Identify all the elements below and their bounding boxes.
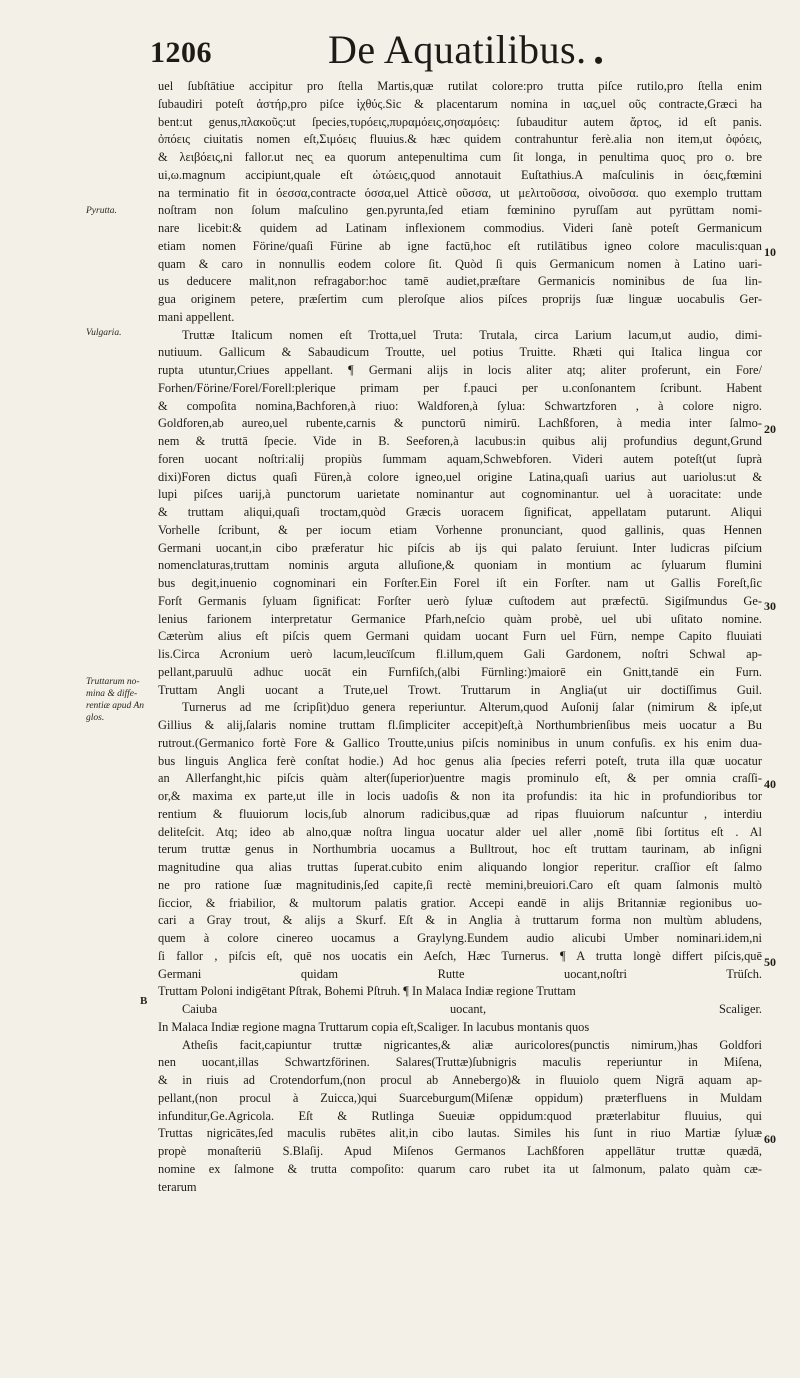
text-line: us deducere malit,non refragabor:hoc tamē audiet,præſtare Germanicis nominibus de ſua lin- — [158, 274, 762, 289]
text-line: uel ſubſtātiue accipitur pro ſtella Martis,quæ rutilat colore:pro trutta piſce rutilo,pro ſtella enim — [158, 79, 762, 93]
text-line: bus degit,inuenio cognominari ein Forſter.Ein Forel iſt ein Forſter. nam ut Gallis Foreſt,ſic — [158, 576, 762, 590]
text-line: nem & truttā ſpecie. Vide in B. Seeforen,à lacubus:in quibus alij profundius degunt,Grund — [158, 434, 762, 448]
text-line: quem à colore cinereo uocamus a Graylyng.Eundem audio alicubi Umber nominari.idem,ni — [158, 931, 762, 945]
text-line: noſtram non ſolum maſculino gen.pyrunta,ſed etiam fœminino pyruſſam aut pyrūttam nomi- — [158, 203, 762, 218]
text-line: infunditur,Ge.Agricola. Eſt & Rutlinga Sueuiæ oppidum:quod præterlabitur fluuius, qui — [158, 1108, 762, 1123]
text-line: ſi fallor , piſcis eſt, quē nos uocatis ein Aeſch, Hæc Turnerus. ¶ A trutta longè differt piſcis,quē — [158, 948, 762, 963]
text-line: ne pro ratione ſuæ magnitudinis,ſed capite,ſi rectè memini,breuiori.Caro eſt quam ſalmonis multò — [158, 877, 762, 892]
line-number-30: 30 — [764, 599, 776, 613]
text-line: foren uocant noſtri:alij propiùs ſummam aquam,Schwebforen. Videri autem poteſt(ut ſuprà — [158, 451, 762, 466]
text-line: ſiccior, & friabilior, & multorum palatis gratior. Accepi eandē in alijs Britanniæ regionibus uo- — [158, 895, 762, 910]
text-line: nare licebit:& quidem ad Latinam inflexionem commodius. Videri ſanè poteſt Germanicum — [158, 221, 762, 235]
margin-note-truttarum-nomina: Truttarum no-mina & diffe-rentiæ apud An glos. — [86, 677, 145, 723]
margin-note-vulgaria: Vulgaria. — [86, 328, 122, 338]
text-line: na terminatio fit in όεσσα,contracte όσσα,uel Atticè οῦσσα, ut μελιτοῦσσα, οἰνοῦσσα. quo exemplo truttam — [158, 185, 762, 200]
text-line: Gillius & alij,ſalaris nomine truttam fl.ſimpliciter accepit)eſt,à Northumbrienſibus meis uocatur a Bu — [158, 718, 762, 732]
text-line: Goldforen,ab aureo,uel rubente,carnis & punctorū nimirū. Lachßforen, à media inter ſalmo- — [158, 416, 762, 431]
text-line: lenius farionem interpretatur Germanice Pfarh,neſcio quàm probè, uel ubi uſitato nomine. — [158, 611, 762, 626]
text-line: Germani uocant,in cibo præferatur hic piſcis ab ijs qui palato ſeruiunt. Inter ludicras piſcium — [158, 540, 762, 555]
body-text — [158, 78, 762, 1214]
text-line: & truttam aliqui,quaſi troctam,quòd Græcis uoracem ſignificat, appellatam putarunt. Aliqui — [158, 505, 762, 519]
text-line: Vorhelle ſcribunt, & per iocum etiam Vorhenne pronunciant, quod gallinis, quas Hennen — [158, 522, 762, 537]
text-line: bent:ut genus,πλακοῦς:ut ſpecies,τυρόεις,πυραμόεις,σησαμόεις: ſubauditur autem ἄρτος, id eſt panis. — [158, 114, 762, 129]
text-line: Atheſis facit,capiuntur truttæ nigricantes,& aliæ auricolores(punctis nimirum,)has Goldfori — [182, 1037, 762, 1052]
text-line: rutrout.(Germanico fortè Fore & Gallico Troutte,unius piſcis nominibus in unum confuſis. ex his enim dua- — [158, 735, 762, 750]
text-line: & in riuis ad Crotendorfum,(non procul ab Annebergo)& in fluuiolo quem Nigrā aquam ap- — [158, 1073, 762, 1087]
text-line: nutiuum. Gallicum & Sabaudicum Troutte, uel potius Truitte. Rhæti qui Italica lingua cor — [158, 345, 762, 360]
text-line: terum truttæ genus in Northumbria uocamus a Bulltrout, hoc eſt truttam taurinam, ab inſigni — [158, 842, 762, 857]
text-line: lupi piſces uarij,à punctorum uarietate nominantur aut cognominantur. uel à uoracitate: unde — [158, 487, 762, 502]
text-line: rupta utuntur,Criues appellant. ¶ Germani alijs in locis aliter atq; aliter proferunt, ein Fore/ — [158, 363, 762, 377]
text-line: Germani quidam Rutte uocant,noſtri Trüſch. — [158, 966, 762, 981]
text-line: ſubaudiri poteſt ἀστήρ,pro piſce ἰχθύς.Sic & placentarum nomina in ιας,uel οῦς contracte,Græci ha — [158, 96, 762, 111]
text-line: ὀπόεις ciuitatis nomen eſt,Σιμόεις fluuius.& hæc quidem contrahuntur ferè.alia non item,ut ὀφόεις, — [158, 132, 762, 147]
text-line: pellant,(non procul à Zuicca,)qui Suarceburgum(Miſenæ oppidum) præterfluens in Muldam — [158, 1090, 762, 1105]
text-line: etiam nomen Förine/quaſi Fürine ab igne factū,hoc eſt rutilātibus igneo colore maculis:quan — [158, 238, 762, 253]
running-title: De Aquatilibus. — [328, 27, 587, 72]
text-line: cari a Gray trout, & alijs a Skurf. Eſt & in Anglia à truttarum forma non multùm abludens, — [158, 913, 762, 928]
line-number-10: 10 — [764, 245, 776, 259]
text-line — [158, 1196, 762, 1214]
text-line: quam & caro in nonnullis eodem colore ſit. Quòd ſi quis Germanicum nomen à Latino uari- — [158, 256, 762, 271]
text-line: nomine ex ſalmone & trutta compoſito: quarum caro rubet ita ut ſalmonum, palato quàm cæ- — [158, 1161, 762, 1176]
text-line: Forſt Germanis ſyluam ſignificat: Forſter uerò ſyluæ cuſtodem aut præfectū. Sigiſmundus Ge- — [158, 593, 762, 608]
line-number-20: 20 — [764, 422, 776, 436]
text-line: Turnerus ad me ſcripſit)duo genera reperiuntur. Alterum,quod Auſonij ſalar (nimirum & ipſe,ut — [182, 700, 762, 715]
text-line: Caiuba uocant, Scaliger. — [182, 1002, 762, 1016]
text-line: magnitudine qua alias truttas ſuperat.cubito enim aliquando longior reperitur. craſſior eſt ſalmo — [158, 860, 762, 874]
text-line: lis.Circa Acronium uerò lacum,leucïſcum fl.illum,quem Gali Gardonem, noſtri Schwal ap- — [158, 647, 762, 661]
text-line: In Malaca Indiæ regione magna Truttarum copia eſt,Scaliger. In lacubus montanis quos — [158, 1019, 590, 1034]
text-line: deliteſcit. Atq; ideo ab alno,quæ noſtra lingua uocatur alder uel aller ,nomē ſibi ſortitus eſt . Al — [158, 824, 762, 839]
line-number-60: 60 — [764, 1132, 776, 1146]
text-line: dixi)Foren dictus quaſi Füren,à colore igneo,uel origine Latina,quaſi uarius aut uariolus:ut & — [158, 469, 762, 484]
text-line: Truttæ Italicum nomen eſt Trotta,uel Truta: Trutala, circa Larium lacum,ut audio, dimi- — [182, 327, 762, 342]
text-line: bus linguis Anglica ferè conſtat hodie.) Ad hoc genus alia ſpecies referri poteſt, truta illa quæ uocatur — [158, 753, 762, 768]
margin-note-pyrutta: Pyrutta. — [86, 206, 117, 216]
text-line: an Allerfanght,hic piſcis quàm alter(ſuperior)uentre magis prominulo eſt, & per omnia craſſi- — [158, 771, 762, 786]
text-line: & λειβόεις,ni fallor.ut nec̨ ea quorum antepenultima cum ſit longa, in penultima quoc̨ pro ο. bre — [158, 150, 762, 164]
line-number-40: 40 — [764, 777, 776, 791]
text-line: Truttam Angli uocant a Trute,uel Trowt. Truttarum in Anglia(ut uir doctiſſimus Guil. — [158, 682, 762, 697]
text-line: nen uocant,illas Schwartzförinen. Salares(Truttæ)ſubnigris maculis reperiuntur in Miſena, — [158, 1055, 762, 1070]
text-line: Truttas nigricātes,ſed maculis rubētes alit,in cibo lautas. Similes his ſunt in riuo Martiæ ſyluæ — [158, 1126, 762, 1141]
text-line: propè monaſteriū S.Blaſij. Apud Miſenos Germanos Lachßforen appellātur truttæ quædā, — [158, 1144, 762, 1158]
text-line: & compoſita nomina,Bachforen,à riuo: Waldforen,à ſylua: Schwartzforen , à colore nigro. — [158, 398, 762, 413]
text-line: mani appellent. — [158, 309, 235, 324]
text-line: pellant,paruulū adhuc uocāt ein Furnfiſch,(albi Fürnling:)maiorē ein Gnitt,tandē ein Furn. — [158, 664, 762, 679]
title-ornament: • — [594, 46, 604, 75]
text-line: ui,ω.magnum accipiunt,quale eſt ὠτώεις,quod annotauit Euſtathius.A maſculinis in όεις,fœmini — [158, 167, 762, 182]
text-line: nomenclaturas,truttam nominis arguta alluſione,& quoniam in montium ac ſyluarum flumini — [158, 558, 762, 573]
text-line: rentium & fluuiorum locis,ſub alnorum radicibus,quæ ad ripas fluuiorum naſcuntur , interdiu — [158, 806, 762, 821]
text-line: Cæterùm alius eſt piſcis quem Germani quidam uocant Furn uel Fürn, nempe Capito fluuiati — [158, 629, 762, 644]
text-line: terarum — [158, 1179, 197, 1194]
text-line: gua originem petere, præſertim cum pleroſque alios piſces proprijs ſuæ linguæ uocabulis Ger- — [158, 292, 762, 306]
text-line: or,& maxima ex parte,ut ille in locis uadoſis & non ita profundis: ita hic in profundioribus tor — [158, 789, 762, 803]
page-number: 1206 — [150, 36, 212, 69]
margin-note-section-b: B — [140, 995, 148, 1007]
text-line: Truttam Poloni indigētant Pſtrak, Bohemi Pſtruh. ¶ In Malaca Indiæ regione Truttam — [158, 984, 576, 999]
line-number-50: 50 — [764, 955, 776, 969]
text-line: Forhen/Förine/Forel/Forell:plerique primam per f.pauci per u.conſonantem ſcribunt. Habent — [158, 380, 762, 395]
